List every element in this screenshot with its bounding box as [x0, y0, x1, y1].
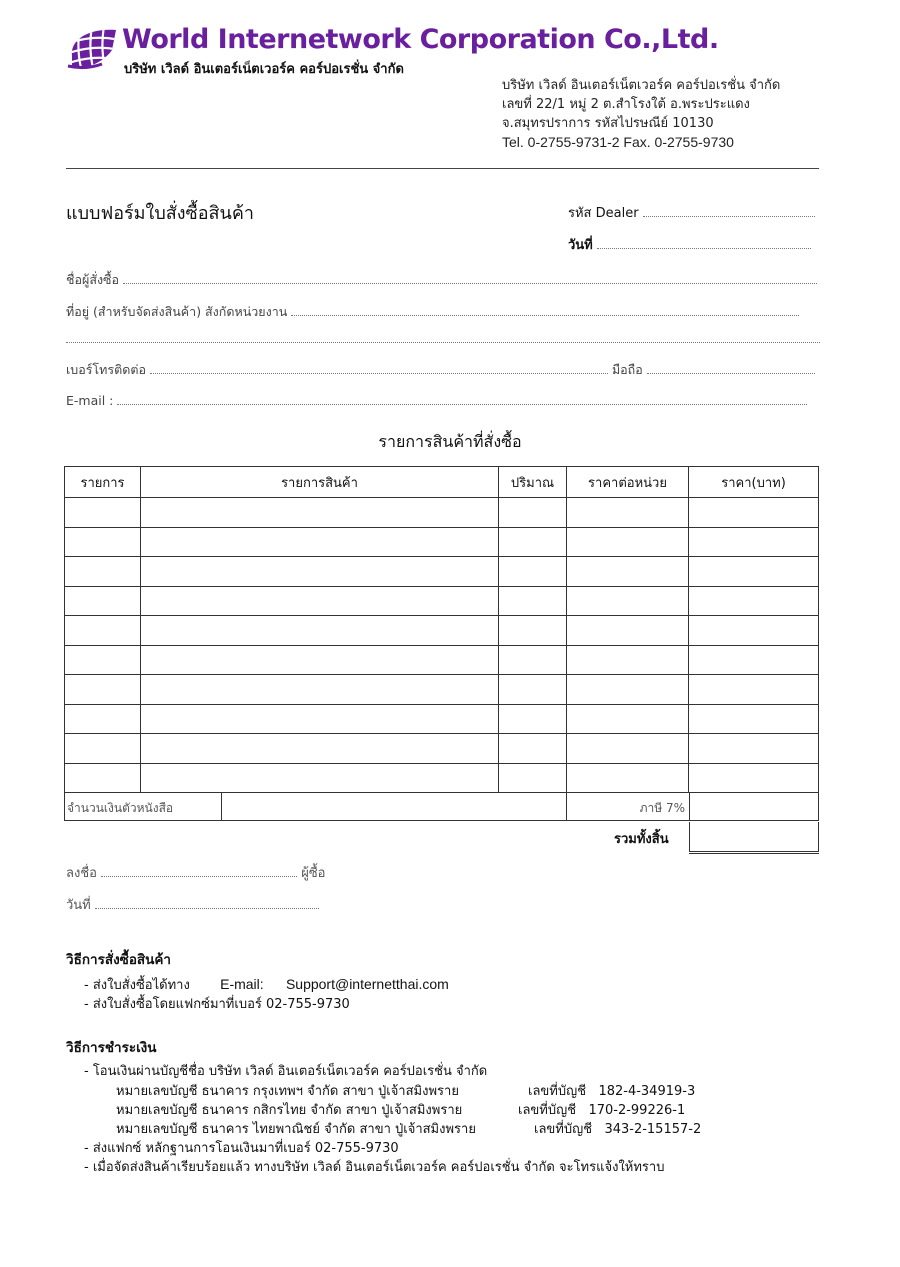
table-row [65, 675, 819, 705]
bank-account-row [116, 1080, 695, 1101]
bank-account-bank: หมายเลขบัญชี ธนาคาร กรุงเทพฯ จำกัด สาขา ปู่เจ้าสมิงพราย [116, 1084, 459, 1099]
quantity-cell[interactable] [499, 616, 567, 646]
col-header-price: ราคา(บาท) [689, 467, 819, 498]
quantity-cell[interactable] [499, 675, 567, 705]
table-row [65, 527, 819, 557]
table-row [65, 704, 819, 734]
buyer-name-field[interactable] [66, 270, 817, 290]
address-line: เลขที่ 22/1 หมู่ 2 ต.สำโรงใต้ อ.พระประแดง [502, 97, 750, 112]
product-cell[interactable] [141, 586, 499, 616]
address-line: จ.สมุทรปราการ รหัสไปรษณีย์ 10130 [502, 116, 714, 131]
payment-title: วิธีการชำระเงิน [66, 1040, 157, 1056]
email-field[interactable] [66, 392, 807, 408]
col-header-item: รายการ [65, 467, 141, 498]
bank-account-row [116, 1099, 685, 1120]
dealer-code-label: รหัส Dealer [568, 206, 639, 221]
total-double-underline [689, 853, 819, 854]
table-row [65, 557, 819, 587]
address-field-line2[interactable] [66, 330, 820, 346]
table-row [65, 734, 819, 764]
ordering-email-label: E-mail: [220, 976, 264, 992]
vat-label: ภาษี 7% [566, 792, 690, 821]
items-section-title: รายการสินค้าที่สั่งซื้อ [378, 432, 522, 451]
summary-row [64, 792, 819, 822]
mobile-dotline [647, 361, 815, 374]
unit-price-cell[interactable] [567, 675, 689, 705]
phone-label: เบอร์โทรติดต่อ [66, 362, 146, 377]
sign-label: ลงชื่อ [66, 866, 97, 881]
ordering-line-fax: - ส่งใบสั่งซื้อโดยแฟกซ์มาที่เบอร์ 02-755-9730 [84, 997, 350, 1012]
unit-price-cell[interactable] [567, 645, 689, 675]
price-cell[interactable] [689, 498, 819, 528]
address-line: บริษัท เวิลด์ อินเตอร์เน็ตเวอร์ค คอร์ปอเรชั่น จำกัด [502, 78, 781, 93]
unit-price-cell[interactable] [567, 763, 689, 793]
form-title: แบบฟอร์มใบสั่งซื้อสินค้า [66, 203, 254, 224]
bank-account-number: 182-4-34919-3 [598, 1084, 696, 1099]
product-cell[interactable] [141, 527, 499, 557]
unit-price-cell[interactable] [567, 498, 689, 528]
amount-words-cell[interactable] [221, 792, 567, 821]
unit-price-cell[interactable] [567, 527, 689, 557]
header-divider [66, 168, 819, 169]
unit-price-cell[interactable] [567, 704, 689, 734]
bank-account-label: เลขที่บัญชี [534, 1122, 593, 1137]
email-label: E-mail : [66, 393, 114, 408]
unit-price-cell[interactable] [567, 734, 689, 764]
item-cell[interactable] [65, 645, 141, 675]
payment-fax-line: - ส่งแฟกซ์ หลักฐานการโอนเงินมาที่เบอร์ 02-755-9730 [84, 1141, 399, 1156]
signature-dotline [101, 864, 297, 877]
dealer-code-dotline [643, 204, 815, 217]
signature-date-label: วันที่ [66, 898, 91, 913]
buyer-suffix: ผู้ซื้อ [301, 866, 326, 881]
date-label: วันที่ [568, 238, 593, 253]
product-cell[interactable] [141, 645, 499, 675]
support-email-link[interactable]: Support@internetthai.com [285, 976, 449, 992]
table-header-row [65, 467, 819, 498]
table-row [65, 586, 819, 616]
table-row [65, 616, 819, 646]
date-field[interactable] [568, 234, 811, 255]
address-dotline [291, 303, 799, 316]
price-cell[interactable] [689, 557, 819, 587]
product-cell[interactable] [141, 498, 499, 528]
quantity-cell[interactable] [499, 527, 567, 557]
item-cell[interactable] [65, 763, 141, 793]
total-cell[interactable] [689, 822, 819, 852]
price-cell[interactable] [689, 527, 819, 557]
quantity-cell[interactable] [499, 763, 567, 793]
item-cell[interactable] [65, 734, 141, 764]
item-cell[interactable] [65, 586, 141, 616]
company-logo-icon [66, 26, 120, 72]
product-cell[interactable] [141, 734, 499, 764]
product-cell[interactable] [141, 763, 499, 793]
price-cell[interactable] [689, 734, 819, 764]
address-line: Tel. 0-2755-9731-2 Fax. 0-2755-9730 [502, 134, 734, 150]
signature-date-field[interactable] [66, 894, 319, 915]
price-cell[interactable] [689, 616, 819, 646]
table-row [65, 645, 819, 675]
item-cell[interactable] [65, 616, 141, 646]
col-header-unit-price: ราคาต่อหน่วย [567, 467, 689, 498]
bank-account-row [116, 1118, 701, 1139]
item-cell[interactable] [65, 675, 141, 705]
ordering-title: วิธีการสั่งซื้อสินค้า [66, 952, 172, 968]
signature-date-dotline [95, 896, 319, 909]
address-dotline-2 [66, 330, 820, 343]
total-label: รวมทั้งสิ้น [614, 832, 669, 847]
company-name-en: World Internetwork Corporation Co.,Ltd. [122, 24, 719, 55]
col-header-quantity: ปริมาณ [499, 467, 567, 498]
amount-words-label: จำนวนเงินตัวหนังสือ [64, 792, 222, 821]
address-label: ที่อยู่ (สำหรับจัดส่งสินค้า) สังกัดหน่วยงาน [66, 304, 288, 319]
product-cell[interactable] [141, 704, 499, 734]
quantity-cell[interactable] [499, 734, 567, 764]
quantity-cell[interactable] [499, 704, 567, 734]
items-table [64, 466, 819, 793]
table-body [65, 498, 819, 793]
buyer-name-label: ชื่อผู้สั่งซื้อ [66, 272, 120, 287]
quantity-cell[interactable] [499, 645, 567, 675]
ordering-line1-text: - ส่งใบสั่งซื้อได้ทาง [84, 978, 190, 993]
ordering-line-email [84, 974, 449, 995]
payment-notify-line: - เมื่อจัดส่งสินค้าเรียบร้อยแล้ว ทางบริษัท เวิลด์ อินเตอร์เน็ตเวอร์ค คอร์ปอเรชั่น จำกัด จะโทรแจ้งให้ทราบ [84, 1160, 665, 1175]
product-cell[interactable] [141, 616, 499, 646]
vat-cell[interactable] [689, 792, 819, 821]
price-cell[interactable] [689, 704, 819, 734]
quantity-cell[interactable] [499, 586, 567, 616]
dealer-code-field[interactable] [568, 202, 815, 223]
company-address [502, 76, 780, 152]
price-cell[interactable] [689, 586, 819, 616]
item-cell[interactable] [65, 704, 141, 734]
mobile-label: มือถือ [611, 362, 643, 377]
product-cell[interactable] [141, 675, 499, 705]
payment-transfer-line: - โอนเงินผ่านบัญชีชื่อ บริษัท เวิลด์ อินเตอร์เน็ตเวอร์ค คอร์ปอเรชั่น จำกัด [84, 1064, 488, 1079]
item-cell[interactable] [65, 498, 141, 528]
phone-field[interactable] [66, 360, 815, 380]
item-cell[interactable] [65, 557, 141, 587]
buyer-name-dotline [123, 271, 817, 284]
bank-account-label: เลขที่บัญชี [518, 1103, 577, 1118]
quantity-cell[interactable] [499, 557, 567, 587]
price-cell[interactable] [689, 763, 819, 793]
phone-dotline [150, 361, 608, 374]
bank-account-bank: หมายเลขบัญชี ธนาคาร ไทยพาณิชย์ จำกัด สาขา ปู่เจ้าสมิงพราย [116, 1122, 476, 1137]
email-dotline [117, 392, 807, 405]
bank-account-label: เลขที่บัญชี [528, 1084, 587, 1099]
signature-field[interactable] [66, 862, 325, 883]
price-cell[interactable] [689, 645, 819, 675]
quantity-cell[interactable] [499, 498, 567, 528]
company-name-th: บริษัท เวิลด์ อินเตอร์เน็ตเวอร์ค คอร์ปอเรชั่น จำกัด [124, 62, 404, 77]
date-dotline [597, 236, 811, 249]
product-cell[interactable] [141, 557, 499, 587]
col-header-product: รายการสินค้า [141, 467, 499, 498]
unit-price-cell[interactable] [567, 557, 689, 587]
unit-price-cell[interactable] [567, 616, 689, 646]
unit-price-cell[interactable] [567, 586, 689, 616]
table-row [65, 498, 819, 528]
bank-account-number: 343-2-15157-2 [604, 1122, 702, 1137]
price-cell[interactable] [689, 675, 819, 705]
bank-account-number: 170-2-99226-1 [588, 1103, 686, 1118]
item-cell[interactable] [65, 527, 141, 557]
address-field[interactable] [66, 302, 799, 322]
table-row [65, 763, 819, 793]
bank-account-bank: หมายเลขบัญชี ธนาคาร กสิกรไทย จำกัด สาขา ปู่เจ้าสมิงพราย [116, 1103, 463, 1118]
